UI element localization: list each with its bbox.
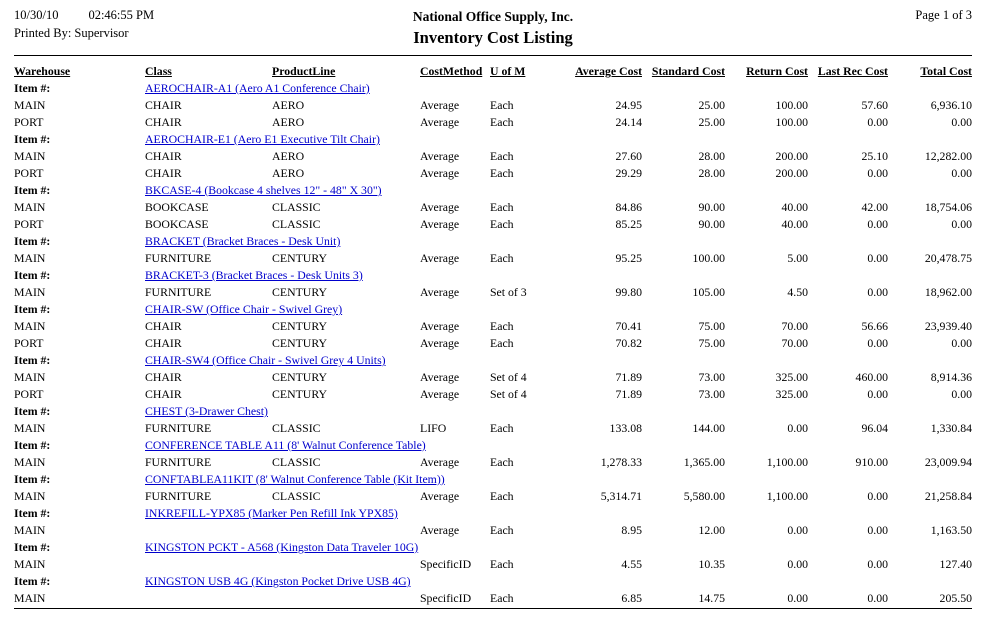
return-cost-cell: 5.00 (787, 251, 808, 265)
header-datetime (14, 8, 413, 23)
standard-cost-cell: 73.00 (698, 370, 725, 384)
costmethod-cell: Average (420, 285, 460, 299)
total-cost-cell: 23,009.94 (924, 455, 972, 469)
class-column-header: Class (145, 64, 172, 78)
total-cost-cell: 0.00 (951, 115, 972, 129)
lastrec-cost-cell: 0.00 (867, 251, 888, 265)
item-row (14, 505, 972, 522)
lastrec-cost-cell: 0.00 (867, 591, 888, 605)
standard-cost-cell: 28.00 (698, 149, 725, 163)
warehouse-cell: MAIN (14, 557, 46, 571)
uofm-cell: Set of 4 (490, 370, 527, 384)
uofm-cell: Each (490, 115, 514, 129)
total-cost-column-header: Total Cost (920, 64, 972, 78)
detail-row (14, 97, 972, 114)
item-description-cell (145, 403, 972, 420)
class-cell (145, 522, 272, 539)
average-cost-cell: 1,278.33 (600, 455, 642, 469)
lastrec-cost-cell: 25.10 (861, 149, 888, 163)
return-cost-cell: 40.00 (781, 200, 808, 214)
total-cost-cell: 18,754.06 (924, 200, 972, 214)
standard-cost-cell: 73.00 (698, 387, 725, 401)
average-cost-cell: 95.25 (615, 251, 642, 265)
productline-cell: CENTURY (272, 370, 328, 384)
standard-cost-cell: 10.35 (698, 557, 725, 571)
uofm-cell: Each (490, 98, 514, 112)
detail-row (14, 318, 972, 335)
costmethod-cell: Average (420, 455, 460, 469)
warehouse-cell: MAIN (14, 251, 46, 265)
productline-cell: CLASSIC (272, 455, 321, 469)
item-description-cell (145, 437, 972, 454)
total-cost-cell: 0.00 (951, 336, 972, 350)
productline-cell: CENTURY (272, 251, 328, 265)
costmethod-cell: Average (420, 200, 460, 214)
detail-row (14, 522, 972, 539)
item-link[interactable]: CONFTABLEA11KIT (8' Walnut Conference Table (Kit Item)) (145, 472, 445, 486)
page-bottom-rule (14, 608, 972, 609)
item-link[interactable]: BRACKET (Bracket Braces - Desk Unit) (145, 234, 341, 248)
standard-cost-cell: 105.00 (692, 285, 725, 299)
return-cost-cell: 100.00 (775, 115, 808, 129)
average-cost-cell: 27.60 (615, 149, 642, 163)
class-cell: FURNITURE (145, 285, 212, 299)
detail-row (14, 369, 972, 386)
item-number-label: Item #: (14, 540, 51, 554)
detail-row (14, 284, 972, 301)
class-cell: CHAIR (145, 166, 182, 180)
class-cell: CHAIR (145, 370, 182, 384)
productline-cell: CLASSIC (272, 489, 321, 503)
total-cost-cell: 23,939.40 (924, 319, 972, 333)
productline-cell: CLASSIC (272, 217, 321, 231)
item-number-label: Item #: (14, 81, 51, 95)
average-cost-cell: 8.95 (621, 523, 642, 537)
uofm-cell: Each (490, 455, 514, 469)
lastrec-cost-cell: 0.00 (867, 115, 888, 129)
return-cost-cell: 70.00 (781, 336, 808, 350)
total-cost-cell: 1,330.84 (930, 421, 972, 435)
item-number-label: Item #: (14, 472, 51, 486)
warehouse-cell: MAIN (14, 421, 46, 435)
class-cell (145, 556, 272, 573)
warehouse-cell: MAIN (14, 591, 46, 605)
warehouse-cell: MAIN (14, 149, 46, 163)
item-description-cell (145, 352, 972, 369)
average-cost-cell: 4.55 (621, 557, 642, 571)
uofm-cell: Each (490, 251, 514, 265)
uofm-cell: Each (490, 591, 514, 605)
item-link[interactable]: KINGSTON PCKT - A568 (Kingston Data Traveler 10G) (145, 540, 419, 554)
lastrec-cost-cell: 0.00 (867, 523, 888, 537)
total-cost-cell: 6,936.10 (930, 98, 972, 112)
item-link[interactable]: CHAIR-SW4 (Office Chair - Swivel Grey 4 Units) (145, 353, 386, 367)
detail-row (14, 148, 972, 165)
average-cost-column-header: Average Cost (575, 64, 642, 78)
report-time: 02:46:55 PM (88, 8, 155, 22)
total-cost-cell: 21,258.84 (924, 489, 972, 503)
standard-cost-cell: 75.00 (698, 336, 725, 350)
productline-cell: AERO (272, 149, 305, 163)
class-cell: BOOKCASE (145, 200, 209, 214)
class-cell: CHAIR (145, 387, 182, 401)
standard-cost-cell: 90.00 (698, 200, 725, 214)
class-cell: CHAIR (145, 98, 182, 112)
return-cost-cell: 325.00 (775, 387, 808, 401)
column-header-row (14, 56, 972, 80)
item-number-label: Item #: (14, 234, 51, 248)
warehouse-cell: PORT (14, 217, 44, 231)
productline-cell: AERO (272, 115, 305, 129)
item-number-label: Item #: (14, 506, 51, 520)
item-row (14, 182, 972, 199)
standard-cost-cell: 28.00 (698, 166, 725, 180)
detail-row (14, 488, 972, 505)
costmethod-cell: Average (420, 166, 460, 180)
class-cell: CHAIR (145, 336, 182, 350)
productline-cell (272, 556, 420, 573)
lastrec-cost-cell: 0.00 (867, 557, 888, 571)
standard-cost-cell: 5,580.00 (683, 489, 725, 503)
warehouse-cell: PORT (14, 387, 44, 401)
lastrec-cost-column-header: Last Rec Cost (817, 64, 888, 78)
detail-row (14, 386, 972, 403)
standard-cost-cell: 144.00 (692, 421, 725, 435)
average-cost-cell: 85.25 (615, 217, 642, 231)
class-cell: CHAIR (145, 115, 182, 129)
standard-cost-column-header: Standard Cost (651, 64, 725, 78)
item-link[interactable]: KINGSTON USB 4G (Kingston Pocket Drive USB 4G) (145, 574, 411, 588)
return-cost-cell: 1,100.00 (766, 489, 808, 503)
class-cell: BOOKCASE (145, 217, 209, 231)
item-description-cell (145, 80, 972, 97)
warehouse-cell: MAIN (14, 98, 46, 112)
class-cell (145, 590, 272, 607)
uofm-cell: Each (490, 166, 514, 180)
costmethod-cell: Average (420, 387, 460, 401)
item-link[interactable]: BKCASE-4 (Bookcase 4 shelves 12" - 48" X 30") (145, 183, 382, 197)
report-table-body (14, 80, 972, 607)
total-cost-cell: 18,962.00 (924, 285, 972, 299)
standard-cost-cell: 25.00 (698, 98, 725, 112)
standard-cost-cell: 90.00 (698, 217, 725, 231)
header-left (14, 8, 413, 41)
return-cost-cell: 0.00 (787, 523, 808, 537)
uofm-cell: Each (490, 523, 514, 537)
costmethod-cell: Average (420, 319, 460, 333)
item-row (14, 131, 972, 148)
productline-cell: CENTURY (272, 319, 328, 333)
average-cost-cell: 6.85 (621, 591, 642, 605)
detail-row (14, 335, 972, 352)
costmethod-cell: Average (420, 523, 460, 537)
average-cost-cell: 133.08 (609, 421, 642, 435)
productline-cell: CLASSIC (272, 421, 321, 435)
uofm-cell: Each (490, 557, 514, 571)
lastrec-cost-cell: 56.66 (861, 319, 888, 333)
item-number-label: Item #: (14, 574, 51, 588)
average-cost-cell: 71.89 (615, 370, 642, 384)
productline-cell (272, 590, 420, 607)
warehouse-cell: MAIN (14, 455, 46, 469)
class-cell: CHAIR (145, 149, 182, 163)
item-row (14, 352, 972, 369)
return-cost-cell: 1,100.00 (766, 455, 808, 469)
item-row (14, 573, 972, 590)
item-row (14, 233, 972, 250)
item-row (14, 301, 972, 318)
costmethod-cell: Average (420, 251, 460, 265)
uofm-cell: Each (490, 217, 514, 231)
productline-cell: AERO (272, 166, 305, 180)
total-cost-cell: 127.40 (939, 557, 972, 571)
standard-cost-cell: 12.00 (698, 523, 725, 537)
lastrec-cost-cell: 0.00 (867, 336, 888, 350)
report-header (14, 8, 972, 48)
item-row (14, 267, 972, 284)
class-cell: FURNITURE (145, 251, 212, 265)
average-cost-cell: 24.14 (615, 115, 642, 129)
total-cost-cell: 20,478.75 (924, 251, 972, 265)
item-description-cell (145, 301, 972, 318)
uofm-cell: Each (490, 319, 514, 333)
lastrec-cost-cell: 0.00 (867, 217, 888, 231)
warehouse-cell: PORT (14, 166, 44, 180)
lastrec-cost-cell: 42.00 (861, 200, 888, 214)
item-link[interactable]: CONFERENCE TABLE A11 (8' Walnut Conference Table) (145, 438, 426, 452)
detail-row (14, 199, 972, 216)
costmethod-cell: Average (420, 149, 460, 163)
return-cost-cell: 100.00 (775, 98, 808, 112)
costmethod-cell: Average (420, 489, 460, 503)
item-number-label: Item #: (14, 302, 51, 316)
costmethod-cell: SpecificID (420, 591, 472, 605)
item-row (14, 80, 972, 97)
item-link[interactable]: INKREFILL-YPX85 (Marker Pen Refill Ink YPX85) (145, 506, 398, 520)
detail-row (14, 250, 972, 267)
item-description-cell (145, 471, 972, 488)
company-name: National Office Supply, Inc. (412, 9, 574, 24)
item-link[interactable]: CHAIR-SW (Office Chair - Swivel Grey) (145, 302, 343, 316)
item-link[interactable]: AEROCHAIR-E1 (Aero E1 Executive Tilt Chair) (145, 132, 380, 146)
return-cost-column-header: Return Cost (746, 64, 808, 78)
class-cell: FURNITURE (145, 421, 212, 435)
productline-column-header: ProductLine (272, 64, 336, 78)
return-cost-cell: 0.00 (787, 591, 808, 605)
detail-row (14, 216, 972, 233)
average-cost-cell: 70.82 (615, 336, 642, 350)
costmethod-cell: Average (420, 370, 460, 384)
total-cost-cell: 0.00 (951, 387, 972, 401)
standard-cost-cell: 1,365.00 (683, 455, 725, 469)
average-cost-cell: 29.29 (615, 166, 642, 180)
productline-cell: CENTURY (272, 336, 328, 350)
detail-row (14, 590, 972, 607)
lastrec-cost-cell: 96.04 (861, 421, 888, 435)
uofm-column-header: U of M (490, 64, 526, 78)
average-cost-cell: 24.95 (615, 98, 642, 112)
item-description-cell (145, 267, 972, 284)
item-number-label: Item #: (14, 353, 51, 367)
productline-cell: CENTURY (272, 387, 328, 401)
item-row (14, 403, 972, 420)
printed-by: Printed By: Supervisor (14, 26, 129, 40)
header-center (413, 8, 573, 48)
costmethod-column-header: CostMethod (420, 64, 483, 78)
lastrec-cost-cell: 910.00 (855, 455, 888, 469)
total-cost-cell: 0.00 (951, 166, 972, 180)
total-cost-cell: 12,282.00 (924, 149, 972, 163)
detail-row (14, 454, 972, 471)
warehouse-cell: MAIN (14, 200, 46, 214)
item-number-label: Item #: (14, 438, 51, 452)
lastrec-cost-cell: 0.00 (867, 166, 888, 180)
detail-row (14, 165, 972, 182)
uofm-cell: Each (490, 336, 514, 350)
warehouse-cell: MAIN (14, 370, 46, 384)
return-cost-cell: 40.00 (781, 217, 808, 231)
standard-cost-cell: 100.00 (692, 251, 725, 265)
return-cost-cell: 70.00 (781, 319, 808, 333)
warehouse-cell: MAIN (14, 285, 46, 299)
standard-cost-cell: 75.00 (698, 319, 725, 333)
item-link[interactable]: AEROCHAIR-A1 (Aero A1 Conference Chair) (145, 81, 370, 95)
return-cost-cell: 0.00 (787, 557, 808, 571)
costmethod-cell: LIFO (420, 421, 447, 435)
uofm-cell: Each (490, 200, 514, 214)
warehouse-cell: PORT (14, 336, 44, 350)
class-cell: CHAIR (145, 319, 182, 333)
warehouse-cell: MAIN (14, 523, 46, 537)
item-description-cell (145, 131, 972, 148)
detail-row (14, 556, 972, 573)
return-cost-cell: 200.00 (775, 166, 808, 180)
item-description-cell (145, 233, 972, 250)
costmethod-cell: Average (420, 336, 460, 350)
warehouse-column-header: Warehouse (14, 64, 71, 78)
uofm-cell: Each (490, 489, 514, 503)
standard-cost-cell: 25.00 (698, 115, 725, 129)
item-number-label: Item #: (14, 404, 51, 418)
class-cell: FURNITURE (145, 455, 212, 469)
productline-cell (272, 522, 420, 539)
return-cost-cell: 0.00 (787, 421, 808, 435)
total-cost-cell: 0.00 (951, 217, 972, 231)
costmethod-cell: Average (420, 217, 460, 231)
costmethod-cell: SpecificID (420, 557, 472, 571)
lastrec-cost-cell: 57.60 (861, 98, 888, 112)
report-title: Inventory Cost Listing (413, 28, 573, 47)
uofm-cell: Each (490, 149, 514, 163)
standard-cost-cell: 14.75 (698, 591, 725, 605)
report-date: 10/30/10 (14, 8, 59, 22)
total-cost-cell: 8,914.36 (930, 370, 972, 384)
warehouse-cell: MAIN (14, 319, 46, 333)
item-description-cell (145, 539, 972, 556)
item-number-label: Item #: (14, 132, 51, 146)
average-cost-cell: 84.86 (615, 200, 642, 214)
lastrec-cost-cell: 0.00 (867, 387, 888, 401)
total-cost-cell: 1,163.50 (930, 523, 972, 537)
item-number-label: Item #: (14, 268, 51, 282)
item-row (14, 437, 972, 454)
uofm-cell: Set of 3 (490, 285, 527, 299)
average-cost-cell: 99.80 (615, 285, 642, 299)
page-number: Page 1 of 3 (915, 8, 972, 22)
return-cost-cell: 325.00 (775, 370, 808, 384)
warehouse-cell: MAIN (14, 489, 46, 503)
item-link[interactable]: BRACKET-3 (Bracket Braces - Desk Units 3) (145, 268, 363, 282)
uofm-cell: Set of 4 (490, 387, 527, 401)
item-link[interactable]: CHEST (3-Drawer Chest) (145, 404, 268, 418)
item-description-cell (145, 505, 972, 522)
inventory-table (14, 56, 972, 607)
productline-cell: CENTURY (272, 285, 328, 299)
total-cost-cell: 205.50 (939, 591, 972, 605)
lastrec-cost-cell: 0.00 (867, 285, 888, 299)
class-cell: FURNITURE (145, 489, 212, 503)
return-cost-cell: 4.50 (787, 285, 808, 299)
item-description-cell (145, 182, 972, 199)
average-cost-cell: 71.89 (615, 387, 642, 401)
costmethod-cell: Average (420, 115, 460, 129)
average-cost-cell: 5,314.71 (600, 489, 642, 503)
productline-cell: CLASSIC (272, 200, 321, 214)
item-number-label: Item #: (14, 183, 51, 197)
average-cost-cell: 70.41 (615, 319, 642, 333)
costmethod-cell: Average (420, 98, 460, 112)
detail-row (14, 114, 972, 131)
detail-row (14, 420, 972, 437)
item-row (14, 539, 972, 556)
lastrec-cost-cell: 460.00 (855, 370, 888, 384)
return-cost-cell: 200.00 (775, 149, 808, 163)
uofm-cell: Each (490, 421, 514, 435)
warehouse-cell: PORT (14, 115, 44, 129)
item-description-cell (145, 573, 972, 590)
productline-cell: AERO (272, 98, 305, 112)
item-row (14, 471, 972, 488)
lastrec-cost-cell: 0.00 (867, 489, 888, 503)
